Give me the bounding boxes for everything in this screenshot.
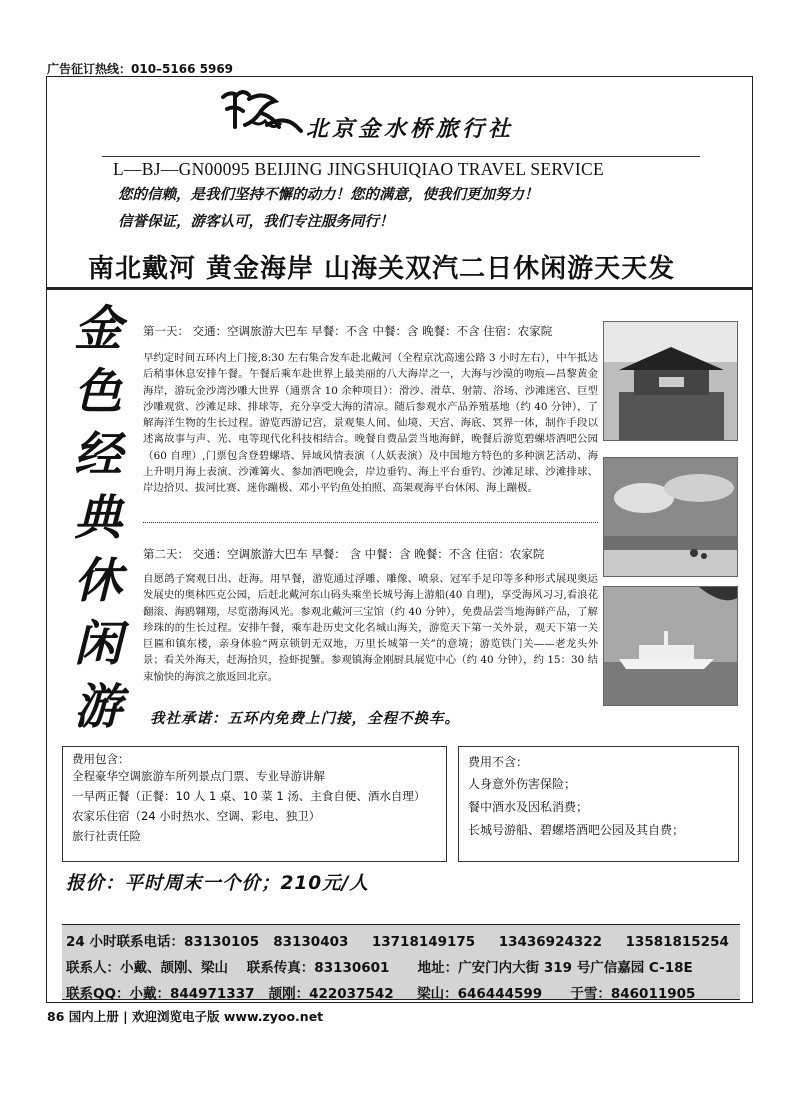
list-item: 长城号游船、碧螺塔酒吧公园及其自费；	[468, 823, 685, 837]
side-title-char: 色	[73, 364, 122, 420]
includes-title: 费用包含：	[72, 752, 130, 766]
day1-heading: 第一天： 交通：空调旅游大巴车 早餐：不含 中餐：含 晚餐：不含 住宿：农家院	[143, 324, 553, 338]
side-title-char: 游	[73, 679, 122, 735]
service-promise: 我社承诺：五环内免费上门接，全程不换车。	[150, 710, 460, 727]
contact-qq: 联系QQ：小戴：844971337 颉刚：422037542 梁山：646444599 于雪：846011905	[66, 986, 696, 1002]
list-item: 一早两正餐（正餐：10 人 1 桌、10 菜 1 汤、主食自便、酒水自理）	[72, 789, 426, 803]
contact-people-fax-address: 联系人：小戴、颉刚、梁山 联系传真：83130601 地址：广安门内大街 319 号广信嘉园 C-18E	[66, 960, 693, 976]
includes-list	[72, 766, 425, 846]
slogan-line-2: 信誉保证，游客认可，我们专注服务同行！	[118, 213, 394, 230]
list-item: 农家乐住宿（24 小时热水、空调、彩电、独卫）	[72, 809, 321, 823]
excludes-list	[468, 773, 684, 842]
agency-logo-icon	[215, 87, 305, 137]
agency-name: 北京金水桥旅行社	[306, 116, 515, 142]
tour-headline: 南北戴河 黄金海岸 山海关双汽二日休闲游天天发	[88, 254, 676, 284]
side-title-char: 休	[73, 553, 122, 609]
divider	[102, 156, 700, 157]
ad-hotline: 广告征订热线：010–5166 5969	[47, 62, 234, 76]
side-title-char: 经	[73, 427, 122, 483]
license-number: L—BJ—GN00095 BEIJING JINGSHUIQIAO TRAVEL SERVICE	[113, 159, 605, 179]
list-item: 餐中酒水及因私消费；	[468, 800, 589, 814]
side-title-char: 典	[73, 490, 122, 546]
photo-beach	[603, 457, 738, 577]
day1-itinerary: 早约定时间五环内上门接,8:30 左右集合发车赴北戴河（全程京沈高速公路 3 小时左右），中午抵达后稍事休息安排午餐。午餐后乘车赴世界上最美丽的八大海岸之一，大海与沙漠的吻痕—昌黎黄金海岸，游玩金沙湾沙雕大世界（通票含 10 余种项目）：滑沙、滑草、射箭、浴场、沙滩迷宫、巨型沙雕观赏、沙滩足球、排球等，充分享受大海的清凉。随后参观水产品养殖基地（约 40 分钟），了解海洋生物的生长过程。游览西游记宫，景观集人间、仙境、天宫、海底、冥界一体，制作手段以述离故事与声、光、电等现代化科技相结合。晚餐自费品尝当地海鲜，晚餐后游览碧螺塔酒吧公园（60 自理）,门票包含登碧螺塔、异域风情表演（人妖表演）及中国地方特色的多种演艺活动、海上升明月海上表演、沙滩篝火、参加酒吧晚会，岸边垂钓、海上平台垂钓、沙滩足球、沙滩排球、岸边拾贝、拔河比赛、迷你蹦极、邓小平钓鱼处拍照、高架观海平台休闲、海上蹦极。	[143, 352, 598, 495]
price: 报价：平时周末一个价；210元/人	[66, 873, 369, 894]
day2-heading: 第二天： 交通：空调旅游大巴车 早餐： 含 中餐：含 晚餐：不含 住宿：农家院	[143, 547, 545, 561]
side-title	[68, 298, 128, 739]
list-item: 人身意外伤害保险；	[468, 777, 577, 791]
contact-phones: 24 小时联系电话：83130105 83130403 13718149175 13436924322 13581815254	[66, 934, 729, 950]
list-item: 旅行社责任险	[72, 829, 141, 843]
day2-itinerary: 自愿鸽子窝观日出、赶海。用早餐，游览通过浮雕、雕像、喷泉、冠军手足印等多种形式展现奥运发展史的奥林匹克公园，后赶北戴河东山码头乘坐长城号海上游船(40 自理)，享受海风习习,看浪花翻滚、海鸥翱翔，尽览渤海风光。参观北戴河三宝馆（约 40 分钟），免费品尝当地海鲜产品，了解珍珠的的生长过程。安排午餐，乘车赴历史文化名城山海关，游览天下第一关外景，观天下第一关巨匾和镇东楼，亲身体验“两京锁钥无双地，万里长城第一关”的意境；游览铁门关——老龙头外景；看关外海天，赶海拾贝，捡虾捉蟹。参观镇海金刚厨具展览中心（约 40 分钟），约 15：30 结束愉快的海滨之旅返回北京。	[143, 573, 598, 683]
side-title-char: 闲	[73, 616, 122, 672]
page-footer: 86 国内上册 | 欢迎浏览电子版 www.zyoo.net	[47, 1009, 324, 1024]
slogan-line-1: 您的信赖，是我们坚持不懈的动力！您的满意，使我们更加努力！	[118, 186, 539, 203]
divider	[143, 522, 598, 523]
photo-gate-tower	[603, 321, 738, 441]
side-title-char: 金	[73, 301, 122, 357]
photo-cruise-ship	[603, 586, 738, 706]
divider	[46, 287, 753, 290]
excludes-title: 费用不含：	[468, 755, 529, 769]
list-item: 全程豪华空调旅游车所列景点门票、专业导游讲解	[72, 769, 325, 783]
